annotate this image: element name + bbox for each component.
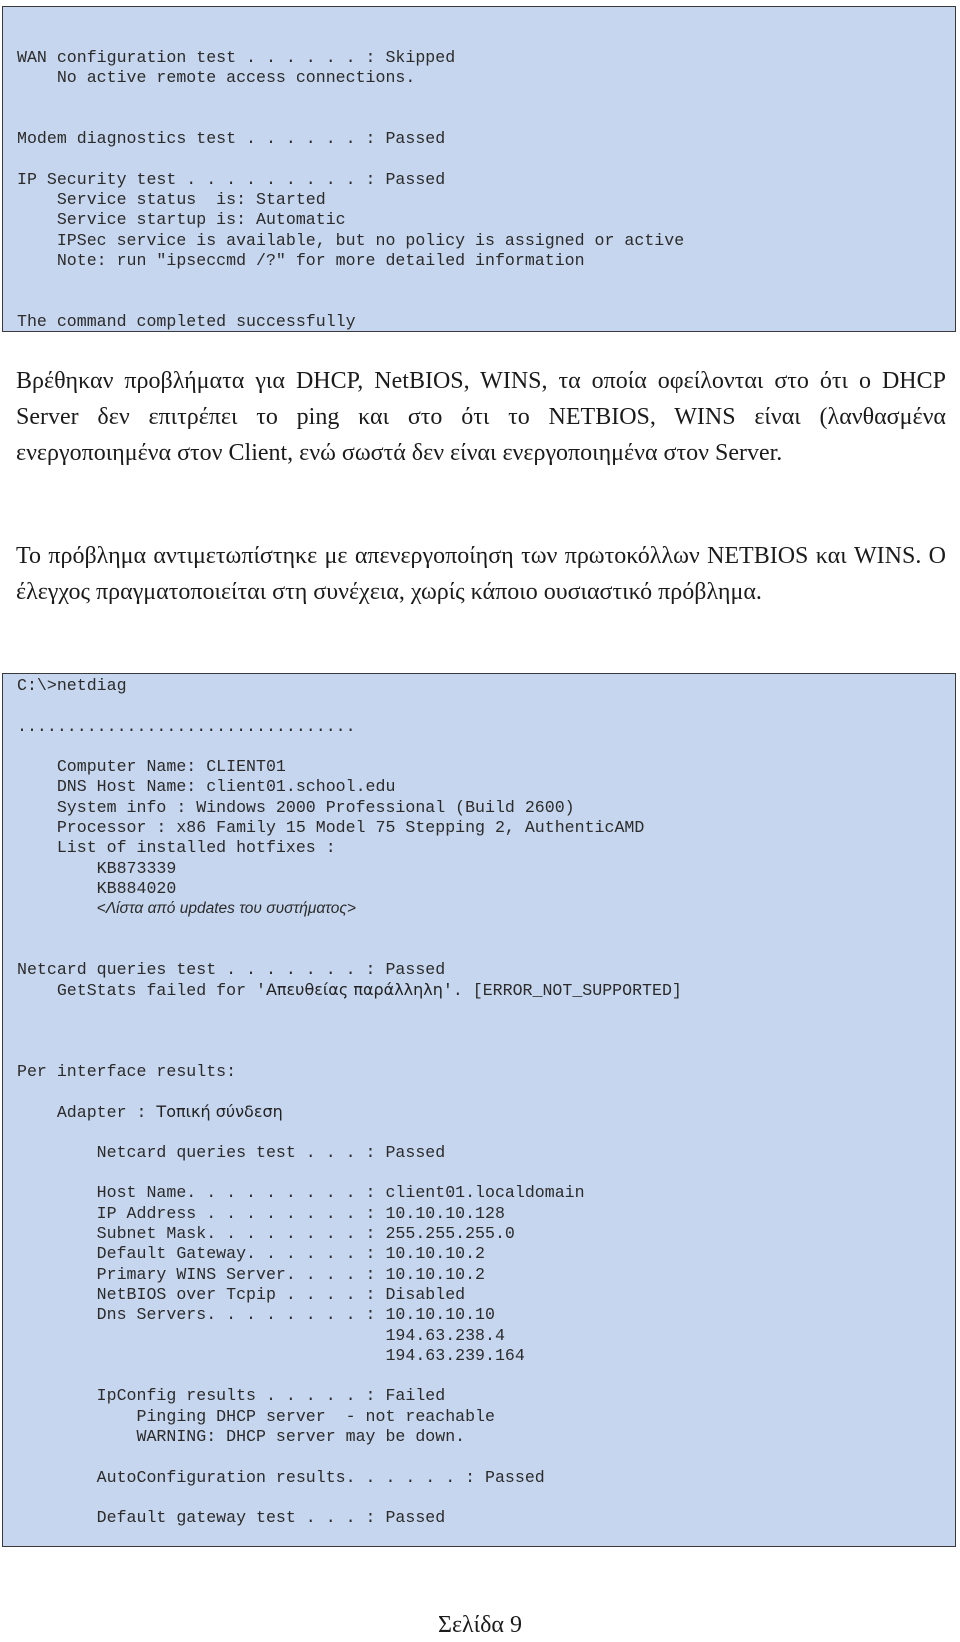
getstats-prefix: GetStats failed for '	[17, 981, 266, 1001]
console-line: IPSec service is available, but no policy is assigned or active	[17, 230, 685, 250]
getstats-line	[17, 980, 955, 1000]
console-line	[17, 109, 955, 129]
processor-line: Processor : x86 Family 15 Model 75 Stepping 2, AuthenticAMD	[17, 818, 645, 838]
console-line: Service status is: Started	[17, 190, 326, 210]
command-prompt: C:\>netdiag	[17, 676, 127, 695]
problem-description-paragraph: Βρέθηκαν προβλήματα για DHCP, NetBIOS, WINS, τα οποία οφείλονται στο ότι ο DHCP Server δεν επιτρέπει το ping και στο ότι το NETBIOS, WINS είναι (λανθασμένα ενεργοποιημένα στον Client, ενώ σωστά δεν είναι ενεργοποιημένα στον Server.	[16, 368, 946, 466]
adapter-prefix: Adapter :	[17, 1103, 157, 1123]
console-line: No active remote access connections.	[17, 68, 416, 88]
console-line	[17, 89, 955, 109]
getstats-suffix: '. [ERROR_NOT_SUPPORTED]	[442, 981, 682, 1001]
console-line: WAN configuration test . . . . . . : Skipped	[17, 48, 456, 67]
subnet-mask-line: Subnet Mask. . . . . . . . : 255.255.255.0	[17, 1224, 515, 1244]
hotfix-note: <Λίστα από updates του συστήματος>	[96, 900, 356, 918]
adapter-netcard-line: Netcard queries test . . . : Passed	[17, 1142, 446, 1162]
primary-wins-line: Primary WINS Server. . . . : 10.10.10.2	[17, 1264, 486, 1284]
dns-server-line: 194.63.239.164	[17, 1345, 525, 1365]
default-gateway-test-line: Default gateway test . . . : Passed	[17, 1508, 446, 1528]
console-line: IP Security test . . . . . . . . . : Passed	[17, 169, 446, 189]
resolution-paragraph: Το πρόβλημα αντιμετωπίστηκε με απενεργοποίηση των πρωτοκόλλων NETBIOS και WINS. Ο έλεγχος πραγματοποιείται στη συνέχεια, χωρίς κάποιο ουσιαστικό πρόβλημα.	[16, 543, 946, 605]
console-line: Modem diagnostics test . . . . . . : Passed	[17, 129, 446, 149]
per-interface-line: Per interface results:	[17, 1061, 237, 1081]
console-line: Note: run "ipseccmd /?" for more detailed information	[17, 250, 585, 270]
progress-dots: ..................................	[17, 716, 356, 736]
ipconfig-results-line: IpConfig results . . . . . : Failed	[17, 1386, 446, 1406]
console-output-netdiag	[2, 673, 956, 1547]
dns-servers-line: Dns Servers. . . . . . . . : 10.10.10.10	[17, 1305, 495, 1325]
adapter-line	[17, 1102, 955, 1122]
computer-name-line: Computer Name: CLIENT01	[17, 757, 286, 777]
page-number: Σελίδα 9	[437, 1612, 523, 1638]
hotfixes-label-line: List of installed hotfixes :	[17, 838, 336, 858]
dns-host-name-line: DNS Host Name: client01.school.edu	[17, 777, 396, 797]
warning-dhcp-line: WARNING: DHCP server may be down.	[17, 1426, 466, 1446]
dns-server-line: 194.63.238.4	[17, 1325, 505, 1345]
console-output-ipsec	[2, 6, 956, 332]
hotfix-line: KB873339	[17, 858, 177, 878]
console-line	[17, 292, 955, 312]
pinging-dhcp-line: Pinging DHCP server - not reachable	[17, 1406, 495, 1426]
system-info-line: System info : Windows 2000 Professional (Build 2600)	[17, 797, 575, 817]
host-name-line: Host Name. . . . . . . . . : client01.localdomain	[17, 1183, 585, 1203]
console-line	[17, 271, 955, 291]
console-line: The command completed successfully	[17, 311, 356, 331]
hotfix-line: KB884020	[17, 878, 177, 898]
hotfix-note-line	[17, 899, 955, 919]
getstats-adapter-name: Απευθείας παράλληλη	[265, 980, 443, 1000]
console-line: Service startup is: Automatic	[17, 210, 346, 230]
netcard-test-line: Netcard queries test . . . . . . . : Passed	[17, 960, 446, 980]
default-gateway-line: Default Gateway. . . . . . : 10.10.10.2	[17, 1244, 486, 1264]
console-line	[17, 149, 955, 169]
autoconfig-line: AutoConfiguration results. . . . . . : Passed	[17, 1467, 545, 1487]
ip-address-line: IP Address . . . . . . . . : 10.10.10.128	[17, 1203, 505, 1223]
adapter-name: Τοπική σύνδεση	[156, 1102, 283, 1122]
netbios-tcpip-line: NetBIOS over Tcpip . . . . : Disabled	[17, 1284, 466, 1304]
